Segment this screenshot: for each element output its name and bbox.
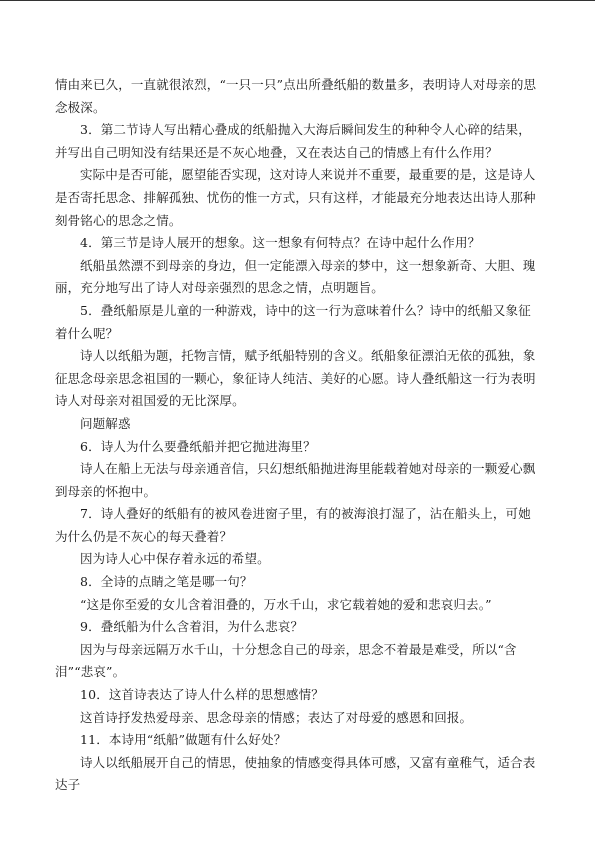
question-6: 6．诗人为什么要叠纸船并把它抛进海里？ (80, 438, 316, 454)
answer-8: “这是你至爱的女儿含着泪叠的，万水千山，求它载着她的爱和悲哀归去。” (80, 596, 492, 612)
question-7: 7．诗人叠好的纸船有的被风卷进窗子里，有的被海浪打湿了，沾在船头上，可她为什么仍是不灰心的每天叠着？ (55, 506, 531, 544)
header-rule (0, 0, 595, 1)
question-4: 4．第三节是诗人展开的想象。这一想象有何特点？在诗中起什么作用？ (80, 235, 481, 251)
paragraph: 情由来已久，一直就很浓烈，“一只一只”点出所叠纸船的数量多，表明诗人对母亲的思念极深。 (55, 77, 537, 115)
answer-5: 诗人以纸船为题，托物言情，赋予纸船特别的含义。纸船象征漂泊无依的孤独，象征思念母亲思念祖国的一颗心，象征诗人纯洁、美好的心愿。诗人叠纸船这一行为表明诗人对母亲对祖国爱的无比深厚。 (55, 348, 536, 409)
answer-9: 因为与母亲远隔万水千山，十分想念自己的母亲，思念不着最是难受，所以“含泪”“悲哀”。 (55, 641, 517, 680)
question-11: 11．本诗用“纸船”做题有什么好处？ (80, 732, 287, 748)
question-3: 3．第二节诗人写出精心叠成的纸船抛入大海后瞬间发生的种种令人心碎的结果，并写出自己明知没有结果还是不灰心地叠，又在表达自己的情感上有什么作用？ (55, 122, 531, 160)
answer-3: 实际中是否可能，愿望能否实现，这对诗人来说并不重要，最重要的是，这是诗人是否寄托思念、排解孤独、忧伤的惟一方式，只有这样，才能最充分地表达出诗人那种刻骨铭心的思念之情。 (55, 167, 536, 228)
answer-6: 诗人在船上无法与母亲通音信，只幻想纸船抛进海里能载着她对母亲的一颗爱心飘到母亲的怀抱中。 (55, 461, 536, 499)
question-10: 10．这首诗表达了诗人什么样的思想感情？ (80, 687, 324, 703)
answer-10: 这首诗抒发热爱母亲、思念母亲的情感；表达了对母爱的感恩和回报。 (80, 709, 473, 725)
question-8: 8．全诗的点睛之笔是哪一句？ (80, 574, 253, 590)
document-body (55, 74, 540, 797)
answer-11: 诗人以纸船展开自己的情思，使抽象的情感变得具体可感，又富有童稚气，适合表达子 (55, 754, 536, 793)
section-heading: 问题解惑 (80, 415, 131, 431)
question-5: 5．叠纸船原是儿童的一种游戏，诗中的这一行为意味着什么？诗中的纸船又象征着什么呢？ (55, 302, 531, 341)
question-9: 9．叠纸船为什么含着泪，为什么悲哀？ (80, 619, 304, 635)
answer-7: 因为诗人心中保存着永远的希望。 (80, 551, 270, 567)
answer-4: 纸船虽然漂不到母亲的身边，但一定能漂入母亲的梦中，这一想象新奇、大胆、瑰丽，充分地写出了诗人对母亲强烈的思念之情，点明题旨。 (55, 257, 536, 296)
